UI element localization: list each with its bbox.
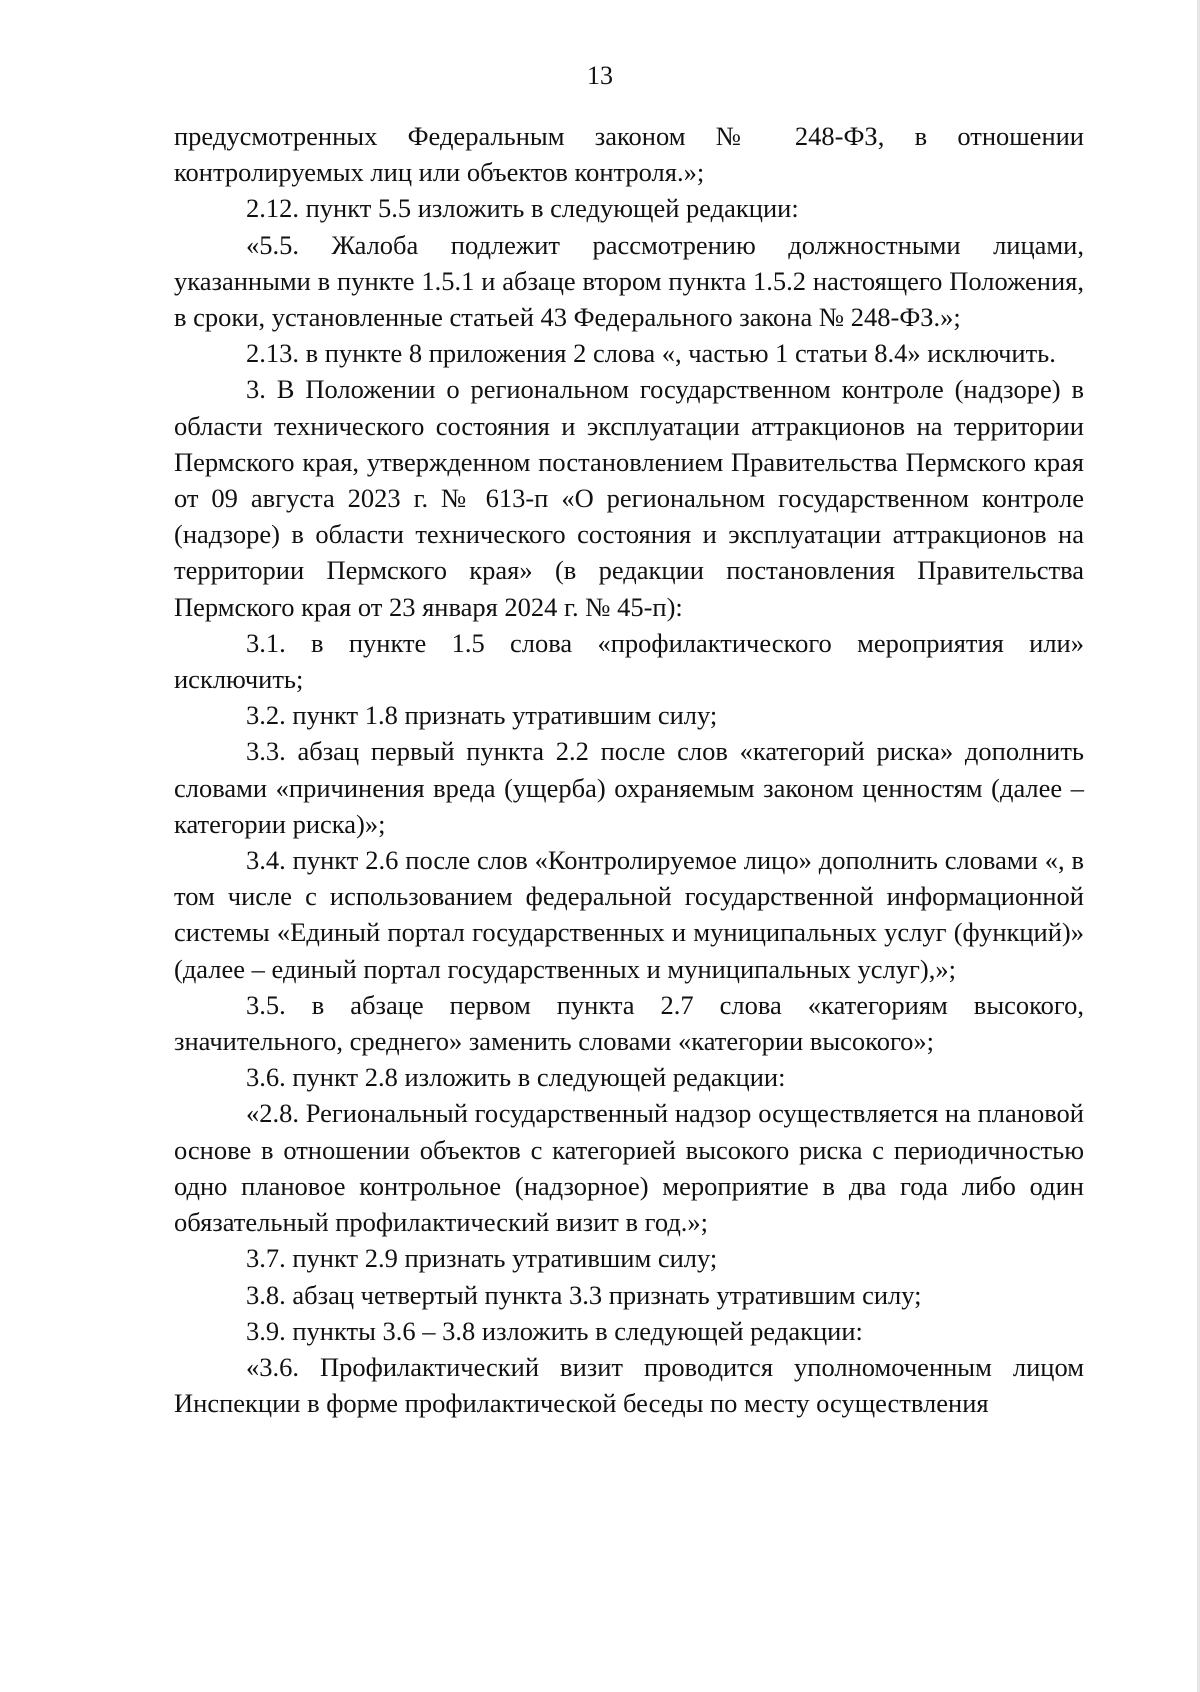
page-number: 13 <box>587 61 613 90</box>
paragraph-3-7: 3.7. пункт 2.9 признать утратившим силу; <box>246 1243 718 1274</box>
paragraph-3-2: 3.2. пункт 1.8 признать утратившим силу; <box>246 700 718 731</box>
document-body <box>174 118 1084 1421</box>
paragraph-5-5: «5.5. Жалоба подлежит рассмотрению должностными лицами, указанными в пункте 1.5.1 и абзаце втором пункта 1.5.2 настоящего Положения, в сроки, установленные статьей 43 Федерального закона № 248-ФЗ.»; <box>174 229 1084 333</box>
paragraph-3-4: 3.4. пункт 2.6 после слов «Контролируемое лицо» дополнить словами «, в том числе с использованием федеральной государственной информационной системы «Единый портал государственных и муниципальных услуг (функций)» (далее – единый портал государственных и муниципальных услуг),»; <box>174 845 1084 984</box>
paragraph-3-5: 3.5. в абзаце первом пункта 2.7 слова «категориям высокого, значительного, среднего» заменить словами «категории высокого»; <box>174 989 1084 1057</box>
paragraph-3-3: 3.3. абзац первый пункта 2.2 после слов «категорий риска» дополнить словами «причинения вреда (ущерба) охраняемым законом ценностям (далее – категории риска)»; <box>174 736 1084 839</box>
paragraph-3-8: 3.8. абзац четвертый пункта 3.3 признать утратившим силу; <box>246 1279 922 1310</box>
paragraph-3-1: 3.1. в пункте 1.5 слова «профилактического мероприятия или» исключить; <box>174 627 1084 695</box>
paragraph-continuation: предусмотренных Федеральным законом № 248-ФЗ, в отношении контролируемых лиц или объектов контроля.»; <box>174 121 1084 188</box>
paragraph-2-12: 2.12. пункт 5.5 изложить в следующей редакции: <box>246 193 799 224</box>
paragraph-2-13: 2.13. в пункте 8 приложения 2 слова «, частью 1 статьи 8.4» исключить. <box>246 338 1056 369</box>
paragraph-3: 3. В Положении о региональном государственном контроле (надзоре) в области технического состояния и эксплуатации аттракционов на территории Пермского края, утвержденном постановлением Правительства Пермского края от 09 августа 2023 г. № 613-п «О региональном государственном контроле (надзоре) в области технического состояния и эксплуатации аттракционов на территории Пермского края» (в редакции постановления Правительства Пермского края от 23 января 2024 г. № 45-п): <box>174 374 1084 622</box>
paragraph-3-6-quoted: «3.6. Профилактический визит проводится уполномоченным лицом Инспекции в форме профилактической беседы по месту осуществления <box>174 1351 1084 1419</box>
paragraph-3-9: 3.9. пункты 3.6 – 3.8 изложить в следующей редакции: <box>246 1315 863 1346</box>
paragraph-2-8: «2.8. Региональный государственный надзор осуществляется на плановой основе в отношении объектов с категорией высокого риска с периодичностью одно плановое контрольное (надзорное) мероприятие в два года либо один обязательный профилактический визит в год.»; <box>174 1098 1084 1238</box>
paragraph-3-6: 3.6. пункт 2.8 изложить в следующей редакции: <box>246 1062 786 1093</box>
